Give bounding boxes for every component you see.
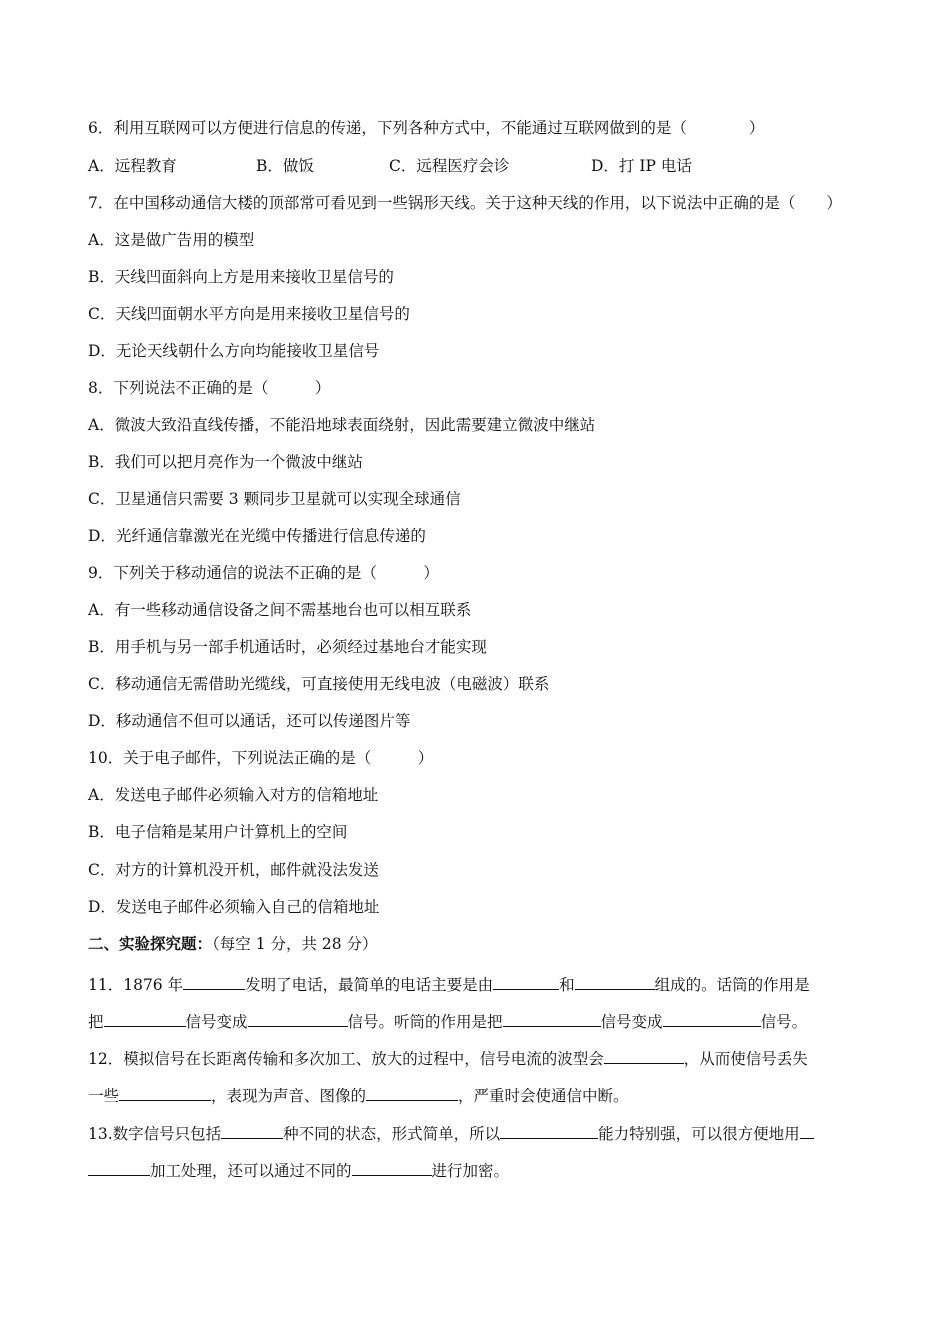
answer-blank[interactable]: [663, 1009, 761, 1027]
q12-text-2: ，从而使信号丢失: [683, 1050, 808, 1068]
answer-blank[interactable]: [104, 1009, 186, 1027]
q11-text-4: 组成的。话筒的作用是: [654, 976, 810, 994]
q11-text-6: 信号变成: [185, 1013, 248, 1031]
q12-text-5: ，严重时会使通信中断。: [458, 1087, 629, 1105]
answer-blank[interactable]: [366, 1083, 458, 1101]
q8-stem: 8．下列说法不正确的是（ ）: [88, 379, 331, 397]
q10-option-a: A．发送电子邮件必须输入对方的信箱地址: [88, 786, 379, 804]
q8-option-d: D．光纤通信靠激光在光缆中传播进行信息传递的: [88, 527, 426, 545]
q12-line-2: [88, 1083, 629, 1106]
q8-option-c: C．卫星通信只需要 3 颗同步卫星就可以实现全球通信: [88, 490, 461, 508]
q13-text-2: 种不同的状态，形式简单，所以: [283, 1125, 501, 1143]
q7-option-d: D．无论天线朝什么方向均能接收卫星信号: [88, 342, 380, 360]
q10-option-b: B．电子信箱是某用户计算机上的空间: [88, 823, 348, 841]
q7-option-a: A．这是做广告用的模型: [88, 231, 255, 249]
q10-stem: 10．关于电子邮件，下列说法正确的是（ ）: [88, 749, 434, 767]
q9-option-b: B．用手机与另一部手机通话时，必须经过基地台才能实现: [88, 638, 487, 656]
q6-stem: 6．利用互联网可以方便进行信息的传递，下列各种方式中，不能通过互联网做到的是（ ）: [88, 119, 765, 137]
q11-text-2: 发明了电话，最简单的电话主要是由: [245, 976, 494, 994]
q11-line-1: [88, 972, 810, 995]
q12-line-1: [88, 1046, 808, 1069]
q11-text-8: 信号变成: [600, 1013, 663, 1031]
q11-line-2: [88, 1009, 807, 1032]
answer-blank[interactable]: [183, 972, 245, 990]
q9-option-c: C．移动通信无需借助光缆线，可直接使用无线电波（电磁波）联系: [88, 675, 550, 693]
q10-option-d: D．发送电子邮件必须输入自己的信箱地址: [88, 898, 380, 916]
answer-blank[interactable]: [221, 1121, 283, 1139]
answer-blank[interactable]: [575, 972, 655, 990]
q6-option-b: B．做饭: [256, 157, 314, 175]
section-heading: [88, 934, 378, 954]
q7-option-c: C．天线凹面朝水平方向是用来接收卫星信号的: [88, 305, 410, 323]
section-title: 二、实验探究题：: [88, 934, 213, 953]
q6-option-d: D．打 IP 电话: [591, 157, 692, 175]
q12-text-4: ，表现为声音、图像的: [211, 1087, 367, 1105]
q12-text-1: 12．模拟信号在长距离传输和多次加工、放大的过程中，信号电流的波型会: [88, 1050, 604, 1068]
q6-option-a: A．远程教育: [88, 157, 177, 175]
answer-blank[interactable]: [248, 1009, 348, 1027]
q7-stem: 7．在中国移动通信大楼的顶部常可看见到一些锅形天线。关于这种天线的作用，以下说法中正确的是（ ）: [88, 194, 842, 212]
answer-blank[interactable]: [352, 1158, 432, 1176]
q6-option-c: C．远程医疗会诊: [389, 157, 510, 175]
q11-text-3: 和: [559, 976, 575, 994]
q13-text-3: 能力特别强，可以很方便地用: [598, 1125, 800, 1143]
answer-blank[interactable]: [503, 1009, 601, 1027]
q9-option-d: D．移动通信不但可以通话，还可以传递图片等: [88, 712, 411, 730]
q11-text-9: 信号。: [760, 1013, 808, 1031]
q13-text-1: 13.数字信号只包括: [88, 1125, 222, 1143]
q13-text-4: 加工处理，还可以通过不同的: [150, 1162, 352, 1180]
q13-text-5: 进行加密。: [431, 1162, 510, 1180]
q7-option-b: B．天线凹面斜向上方是用来接收卫星信号的: [88, 268, 394, 286]
q13-line-1: [88, 1121, 814, 1144]
answer-blank[interactable]: [604, 1046, 684, 1064]
q8-option-b: B．我们可以把月亮作为一个微波中继站: [88, 453, 363, 471]
q13-line-2: [88, 1158, 509, 1181]
q11-text-1: 11．1876 年: [88, 976, 184, 994]
q9-stem: 9．下列关于移动通信的说法不正确的是（ ）: [88, 564, 439, 582]
q8-option-a: A．微波大致沿直线传播，不能沿地球表面绕射，因此需要建立微波中继站: [88, 416, 596, 434]
answer-blank[interactable]: [119, 1083, 211, 1101]
answer-blank[interactable]: [500, 1121, 598, 1139]
answer-blank[interactable]: [493, 972, 559, 990]
answer-blank[interactable]: [88, 1158, 150, 1176]
q10-option-c: C．对方的计算机没开机，邮件就没法发送: [88, 861, 379, 879]
answer-blank[interactable]: [800, 1121, 814, 1139]
q11-text-5: 把: [88, 1013, 104, 1031]
section-note: （每空 1 分，共 28 分）: [212, 935, 378, 953]
q12-text-3: 一些: [88, 1087, 120, 1105]
q11-text-7: 信号。听筒的作用是把: [347, 1013, 503, 1031]
q9-option-a: A．有一些移动通信设备之间不需基地台也可以相互联系: [88, 601, 472, 619]
